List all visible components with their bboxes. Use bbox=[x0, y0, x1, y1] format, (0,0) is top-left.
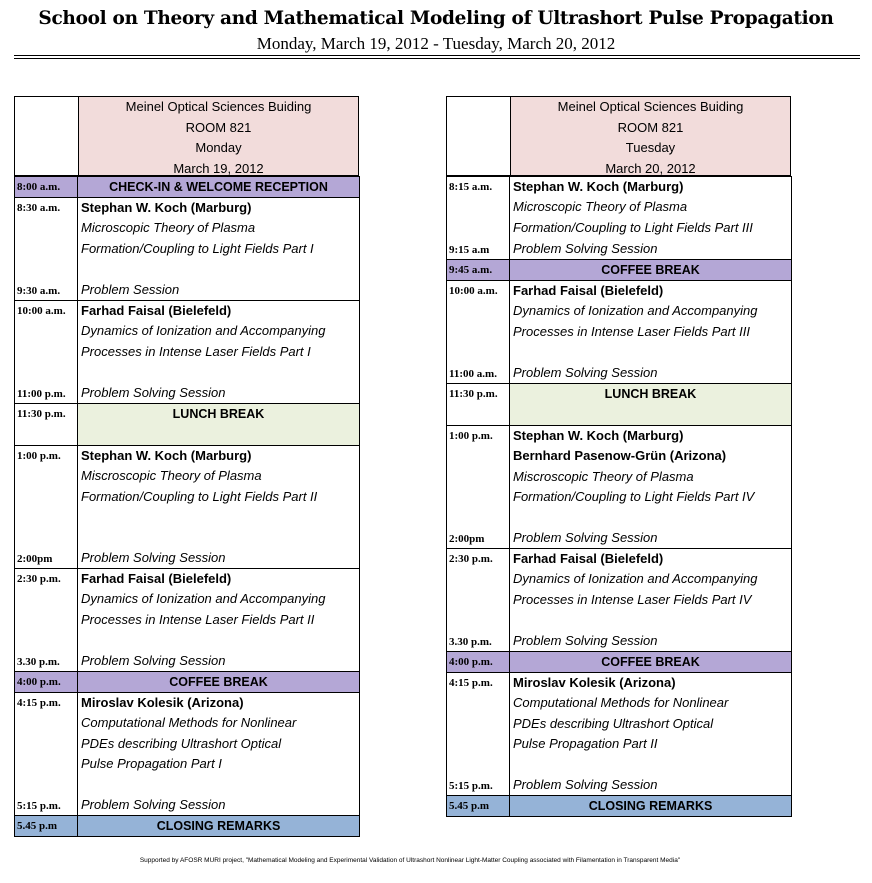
speaker-name: Stephan W. Koch (Marburg) bbox=[513, 428, 684, 443]
time-cell bbox=[446, 260, 510, 280]
break-label: LUNCH BREAK bbox=[604, 387, 697, 401]
header-building: Meinel Optical Sciences Buiding bbox=[125, 99, 312, 114]
break-row bbox=[14, 672, 360, 693]
content-cell bbox=[78, 569, 360, 671]
talk-title-line: Dynamics of Ionization and Accompanying bbox=[513, 571, 758, 587]
start-time: 4:00 p.m. bbox=[17, 676, 61, 688]
break-row bbox=[446, 384, 792, 426]
end-time: 5:15 p.m. bbox=[17, 799, 61, 812]
session-row bbox=[14, 446, 360, 569]
break-label: CLOSING REMARKS bbox=[156, 819, 281, 833]
start-time: 10:00 a.m. bbox=[449, 285, 498, 297]
break-row bbox=[14, 404, 360, 446]
talk-title-line: PDEs describing Ultrashort Optical bbox=[81, 735, 282, 751]
time-cell bbox=[446, 281, 510, 383]
session-end-label: Problem Solving Session bbox=[513, 776, 658, 792]
footer-note: Supported by AFOSR MURI project, "Mathematical Modeling and Experimental Validation of Ultrashort Nonlinear Light-Matter Coupling associated with Filamentation in Transparent Media" bbox=[139, 857, 681, 864]
session-end-label: Problem Solving Session bbox=[81, 549, 226, 565]
start-time: 5.45 p.m bbox=[449, 800, 490, 812]
session-end-label: Problem Solving Session bbox=[81, 652, 226, 668]
talk-title-line: PDEs describing Ultrashort Optical bbox=[513, 715, 714, 731]
end-time: 11:00 a.m. bbox=[449, 367, 497, 380]
start-time: 2:30 p.m. bbox=[17, 573, 61, 585]
talk-title-line: Processes in Intense Laser Fields Part IV bbox=[513, 591, 752, 607]
page-subtitle: Monday, March 19, 2012 - Tuesday, March 20, 2012 bbox=[256, 34, 616, 53]
session-row bbox=[14, 569, 360, 672]
end-time: 11:00 p.m. bbox=[17, 387, 66, 400]
start-time: 1:00 p.m. bbox=[17, 450, 61, 462]
start-time: 4:00 p.m. bbox=[449, 656, 493, 668]
content-cell bbox=[510, 796, 792, 816]
content-cell bbox=[510, 549, 792, 651]
talk-title-line: Miscroscopic Theory of Plasma bbox=[513, 468, 694, 484]
time-cell bbox=[14, 446, 78, 568]
content-cell bbox=[510, 426, 792, 548]
start-time: 8:30 a.m. bbox=[17, 202, 61, 214]
speaker-name: Stephan W. Koch (Marburg) bbox=[513, 179, 684, 194]
time-cell bbox=[14, 404, 78, 445]
session-row bbox=[446, 426, 792, 549]
session-end-label: Problem Solving Session bbox=[513, 240, 658, 256]
session-end-label: Problem Session bbox=[81, 281, 180, 297]
start-time: 8:00 a.m. bbox=[17, 181, 61, 193]
content-cell bbox=[78, 693, 360, 815]
talk-title-line: Formation/Coupling to Light Fields Part IV bbox=[513, 489, 755, 505]
talk-title-line: Computational Methods for Nonlinear bbox=[513, 695, 729, 711]
start-time: 4:15 p.m. bbox=[17, 697, 61, 709]
talk-title-line: Dynamics of Ionization and Accompanying bbox=[81, 323, 326, 339]
talk-title-line: Miscroscopic Theory of Plasma bbox=[81, 468, 262, 484]
header-building: Meinel Optical Sciences Buiding bbox=[557, 99, 744, 114]
page-title: School on Theory and Mathematical Modeling of Ultrashort Pulse Propagation bbox=[38, 8, 834, 29]
start-time: 1:00 p.m. bbox=[449, 430, 493, 442]
time-cell bbox=[14, 198, 78, 300]
title-rule-top bbox=[14, 55, 860, 56]
content-cell bbox=[510, 652, 792, 672]
content-cell bbox=[510, 384, 792, 425]
break-label: CHECK-IN & WELCOME RECEPTION bbox=[109, 180, 328, 194]
time-cell bbox=[446, 673, 510, 795]
talk-title-line: Formation/Coupling to Light Fields Part I bbox=[81, 240, 314, 256]
session-end-label: Problem Solving Session bbox=[81, 796, 226, 812]
start-time: 11:30 p.m. bbox=[17, 408, 66, 420]
session-end-label: Problem Solving Session bbox=[81, 384, 226, 400]
talk-title-line: Microscopic Theory of Plasma bbox=[513, 199, 688, 215]
talk-title-line: Pulse Propagation Part I bbox=[81, 756, 222, 772]
break-row bbox=[14, 176, 360, 198]
header-time-cell bbox=[446, 96, 511, 176]
title-rule-bottom bbox=[14, 58, 860, 59]
header-room: ROOM 821 bbox=[617, 119, 684, 135]
speaker-name: Farhad Faisal (Bielefeld) bbox=[513, 283, 664, 298]
start-time: 10:00 a.m. bbox=[17, 305, 66, 317]
time-cell bbox=[14, 301, 78, 403]
header-weekday: Monday bbox=[195, 140, 242, 155]
start-time: 8:15 a.m. bbox=[449, 181, 493, 193]
session-row bbox=[14, 301, 360, 404]
end-time: 2:00pm bbox=[17, 552, 53, 565]
content-cell bbox=[78, 198, 360, 300]
time-cell bbox=[14, 816, 78, 836]
content-cell bbox=[78, 672, 360, 692]
time-cell bbox=[14, 693, 78, 815]
start-time: 2:30 p.m. bbox=[449, 553, 493, 565]
header-room: ROOM 821 bbox=[185, 119, 252, 135]
talk-title-line: Dynamics of Ionization and Accompanying bbox=[81, 591, 326, 607]
content-cell bbox=[78, 301, 360, 403]
end-time: 3.30 p.m. bbox=[17, 655, 60, 668]
start-time: 11:30 p.m. bbox=[449, 388, 498, 400]
break-row bbox=[446, 260, 792, 281]
speaker-name: Farhad Faisal (Bielefeld) bbox=[513, 551, 664, 566]
talk-title-line: Processes in Intense Laser Fields Part II bbox=[81, 611, 315, 627]
header-weekday: Tuesday bbox=[625, 140, 676, 155]
content-cell bbox=[510, 281, 792, 383]
end-time: 9:15 a.m bbox=[449, 243, 490, 256]
speaker-name: Miroslav Kolesik (Arizona) bbox=[513, 675, 676, 690]
time-cell bbox=[14, 672, 78, 692]
session-row bbox=[14, 693, 360, 816]
time-cell bbox=[446, 549, 510, 651]
content-cell bbox=[510, 673, 792, 795]
time-cell bbox=[14, 177, 78, 197]
session-row bbox=[446, 673, 792, 796]
talk-title-line: Microscopic Theory of Plasma bbox=[81, 220, 256, 236]
session-row bbox=[446, 176, 792, 260]
time-cell bbox=[446, 652, 510, 672]
start-time: 9:45 a.m. bbox=[449, 264, 493, 276]
session-row bbox=[446, 281, 792, 384]
content-cell bbox=[78, 404, 360, 445]
talk-title-line: Formation/Coupling to Light Fields Part II bbox=[81, 488, 318, 504]
talk-title-line: Computational Methods for Nonlinear bbox=[81, 715, 297, 731]
start-time: 5.45 p.m bbox=[17, 820, 58, 832]
break-label: COFFEE BREAK bbox=[601, 263, 700, 277]
time-cell bbox=[446, 796, 510, 816]
session-row bbox=[14, 198, 360, 301]
session-end-label: Problem Solving Session bbox=[513, 364, 658, 380]
time-cell bbox=[14, 569, 78, 671]
talk-title-line: Pulse Propagation Part II bbox=[513, 736, 658, 752]
start-time: 4:15 p.m. bbox=[449, 677, 493, 689]
time-cell bbox=[446, 384, 510, 425]
content-cell bbox=[510, 260, 792, 280]
break-row bbox=[446, 796, 792, 817]
schedule-grid bbox=[14, 176, 360, 837]
speaker-name: Farhad Faisal (Bielefeld) bbox=[81, 571, 232, 586]
session-end-label: Problem Solving Session bbox=[513, 529, 658, 545]
end-time: 3.30 p.m. bbox=[449, 635, 492, 648]
talk-title-line: Processes in Intense Laser Fields Part III bbox=[513, 323, 750, 339]
time-cell bbox=[446, 177, 510, 259]
break-label: CLOSING REMARKS bbox=[588, 799, 713, 813]
session-row bbox=[446, 549, 792, 652]
speaker-name: Bernhard Pasenow-Grün (Arizona) bbox=[513, 448, 727, 464]
session-end-label: Problem Solving Session bbox=[513, 632, 658, 648]
content-cell bbox=[78, 446, 360, 568]
end-time: 9:30 a.m. bbox=[17, 284, 61, 297]
speaker-name: Farhad Faisal (Bielefeld) bbox=[81, 303, 232, 318]
talk-title-line: Processes in Intense Laser Fields Part I bbox=[81, 343, 311, 359]
time-cell bbox=[446, 426, 510, 548]
talk-title-line: Formation/Coupling to Light Fields Part III bbox=[513, 219, 753, 235]
content-cell bbox=[510, 177, 792, 259]
end-time: 5:15 p.m. bbox=[449, 779, 493, 792]
schedule-grid bbox=[446, 176, 792, 817]
day-header bbox=[510, 96, 791, 176]
break-row bbox=[446, 652, 792, 673]
header-time-cell bbox=[14, 96, 79, 176]
break-label: LUNCH BREAK bbox=[172, 407, 265, 421]
talk-title-line: Dynamics of Ionization and Accompanying bbox=[513, 303, 758, 319]
break-label: COFFEE BREAK bbox=[169, 675, 268, 689]
content-cell bbox=[78, 177, 360, 197]
header-date: March 20, 2012 bbox=[605, 160, 696, 176]
speaker-name: Miroslav Kolesik (Arizona) bbox=[81, 695, 244, 710]
end-time: 2:00pm bbox=[449, 532, 485, 545]
break-label: COFFEE BREAK bbox=[601, 655, 700, 669]
content-cell bbox=[78, 816, 360, 836]
speaker-name: Stephan W. Koch (Marburg) bbox=[81, 448, 252, 463]
speaker-name: Stephan W. Koch (Marburg) bbox=[81, 200, 252, 215]
header-date: March 19, 2012 bbox=[173, 160, 264, 176]
day-header bbox=[78, 96, 359, 176]
break-row bbox=[14, 816, 360, 837]
